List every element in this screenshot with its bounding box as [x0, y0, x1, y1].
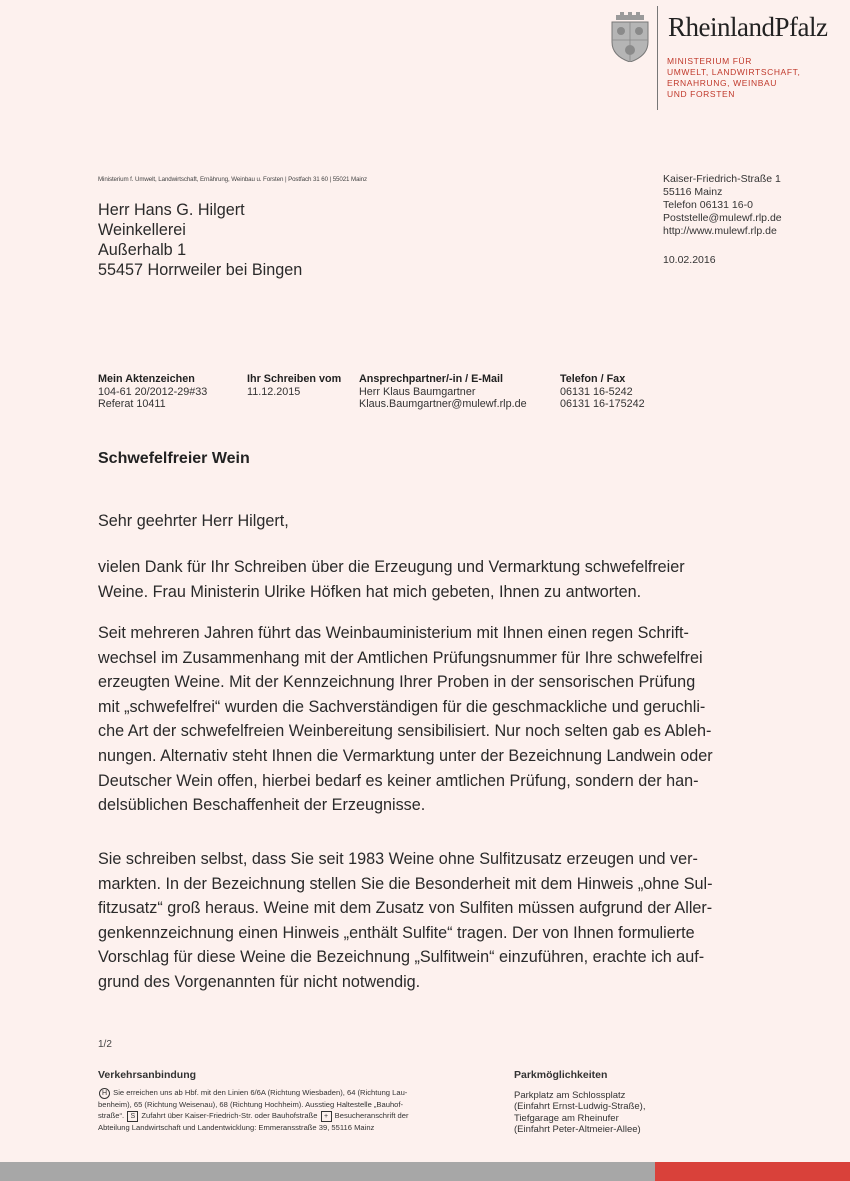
- footer-bar-gray: [0, 1162, 655, 1181]
- paragraph-line: mit „schwefelfrei“ wurden die Sachverständigen für die geschmackliche und geruchli-: [98, 697, 706, 716]
- recipient-address: [98, 200, 302, 280]
- paragraph-line: fitzusatz“ groß heraus. Weine mit dem Zusatz von Sulfiten müssen aufgrund der Aller-: [98, 899, 713, 918]
- parking-line: Tiefgarage am Rheinufer: [514, 1112, 619, 1124]
- body-paragraph: [98, 621, 778, 818]
- reference-file-number: [98, 373, 207, 411]
- traffic-line-text: straße“.: [98, 1111, 125, 1121]
- paragraph-line: wechsel im Zusammenhang mit der Amtlichen Prüfungsnummer für Ihre schwefelfrei: [98, 648, 703, 667]
- reference-value: Klaus.Baumgartner@mulewf.rlp.de: [359, 398, 527, 410]
- parking-line: (Einfahrt Ernst-Ludwig-Straße),: [514, 1101, 646, 1113]
- reference-value: 06131 16-5242: [560, 385, 633, 398]
- reference-contact-person: [359, 373, 527, 411]
- paragraph-line: Weine. Frau Ministerin Ulrike Höfken hat mich gebeten, Ihnen zu antworten.: [98, 582, 642, 601]
- parking-line: Parkplatz am Schlossplatz: [514, 1090, 626, 1101]
- recipient-company: Weinkellerei: [98, 221, 186, 239]
- car-access-icon: S: [127, 1111, 138, 1122]
- reference-value: 06131 16-175242: [560, 398, 645, 410]
- coat-of-arms-icon: [610, 12, 650, 62]
- contact-phone: Telefon 06131 16-0: [663, 199, 753, 211]
- recipient-street: Außerhalb 1: [98, 241, 187, 259]
- reference-letter-date: [247, 373, 341, 398]
- ministry-name: [667, 56, 800, 100]
- logo-divider: [657, 6, 658, 110]
- traffic-title: Verkehrsanbindung: [98, 1069, 197, 1081]
- reference-value: Referat 10411: [98, 398, 166, 410]
- contact-street: Kaiser-Friedrich-Straße 1: [663, 173, 781, 185]
- traffic-line-text: Sie erreichen uns ab Hbf. mit den Linien 6/6A (Richtung Wiesbaden), 64 (Richtung Lau-: [113, 1088, 408, 1097]
- traffic-line: Abteilung Landwirtschaft und Landentwicklung: Emmeransstraße 39, 55116 Mainz: [98, 1123, 375, 1133]
- reference-phone-fax: [560, 373, 645, 411]
- traffic-line: benheim), 65 (Richtung Weisenau), 68 (Richtung Hochheim). Ausstieg Haltestelle „Bauhof-: [98, 1099, 404, 1109]
- contact-email: Poststelle@mulewf.rlp.de: [663, 212, 782, 224]
- paragraph-line: nungen. Alternativ steht Ihnen die Vermarktung unter der Bezeichnung Landwein oder: [98, 746, 713, 765]
- paragraph-line: Sie schreiben selbst, dass Sie seit 1983 Weine ohne Sulfitzusatz erzeugen und ver-: [98, 850, 698, 868]
- paragraph-line: Vorschlag für diese Weine die Bezeichnung „Sulfitwein“ einzuführen, erachte ich auf-: [98, 948, 705, 967]
- traffic-line: [98, 1110, 409, 1122]
- parking-title: Parkmöglichkeiten: [514, 1069, 608, 1081]
- paragraph-line: delsüblichen Beschaffenheit der Erzeugnisse.: [98, 796, 426, 815]
- traffic-line-text: Besucheranschrift der: [334, 1111, 409, 1121]
- parking-info: [514, 1090, 645, 1135]
- paragraph-line: che Art der schwefelfreien Weinbereitung sensibilisiert. Nur noch selten gab es Ableh-: [98, 722, 712, 741]
- reference-header: Ihr Schreiben vom: [247, 373, 342, 385]
- traffic-info: [98, 1087, 409, 1134]
- reference-value: Herr Klaus Baumgartner: [359, 385, 476, 398]
- footer-bar-red: [655, 1162, 850, 1181]
- ministry-line: UMWELT, LANDWIRTSCHAFT,: [667, 67, 801, 77]
- contact-website: http://www.mulewf.rlp.de: [663, 225, 777, 237]
- recipient-name: Herr Hans G. Hilgert: [98, 201, 245, 219]
- paragraph-line: erzeugten Weine. Mit der Kennzeichnung Ihrer Proben in der sensorischen Prüfung: [98, 673, 696, 692]
- logo-wordmark: RheinlandPfalz: [668, 12, 828, 42]
- contact-block: [663, 173, 782, 238]
- paragraph-line: grund des Vorgenannten für nicht notwendig.: [98, 972, 421, 991]
- traffic-line-text: Zufahrt über Kaiser-Friedrich-Str. oder Bauhofstraße: [141, 1111, 318, 1121]
- reference-header: Telefon / Fax: [560, 373, 626, 385]
- letter-subject: Schwefelfreier Wein: [98, 450, 250, 467]
- body-paragraph: [98, 555, 778, 604]
- paragraph-line: Deutscher Wein offen, hierbei bedarf es keiner amtlichen Prüfung, sondern der han-: [98, 771, 699, 790]
- reference-header: Ansprechpartner/-in / E-Mail: [359, 373, 503, 385]
- paragraph-line: Seit mehreren Jahren führt das Weinbauministerium mit Ihnen einen regen Schrift-: [98, 624, 689, 642]
- sender-line: Ministerium f. Umwelt, Landwirtschaft, Ernährung, Weinbau u. Forsten | Postfach 31 60 | 55021 Mainz: [98, 176, 368, 183]
- body-paragraph: [98, 847, 778, 995]
- parking-line: (Einfahrt Peter-Altmeier-Allee): [514, 1123, 641, 1135]
- reference-value: 11.12.2015: [247, 385, 301, 398]
- paragraph-line: markten. In der Bezeichnung stellen Sie die Besonderheit mit dem Hinweis „ohne Sul-: [98, 874, 713, 893]
- reference-header: Mein Aktenzeichen: [98, 373, 195, 385]
- paragraph-line: genkennzeichnung einen Hinweis „enthält Sulfite“ tragen. Der von Ihnen formulierte: [98, 923, 695, 942]
- ministry-line: UND FORSTEN: [667, 89, 735, 99]
- letter-date: 10.02.2016: [663, 254, 716, 266]
- ministry-line: MINISTERIUM FÜR: [667, 56, 753, 66]
- contact-city: 55116 Mainz: [663, 186, 723, 198]
- visitor-address-icon: +: [321, 1111, 332, 1122]
- salutation: Sehr geehrter Herr Hilgert,: [98, 512, 289, 530]
- bus-stop-icon: H: [99, 1088, 110, 1099]
- paragraph-line: vielen Dank für Ihr Schreiben über die Erzeugung und Vermarktung schwefelfreier: [98, 558, 685, 576]
- traffic-line: [98, 1087, 409, 1099]
- page-number: 1/2: [98, 1039, 112, 1050]
- recipient-city: 55457 Horrweiler bei Bingen: [98, 261, 303, 279]
- ministry-line: ERNAHRUNG, WEINBAU: [667, 78, 777, 88]
- reference-value: 104-61 20/2012-29#33: [98, 385, 208, 398]
